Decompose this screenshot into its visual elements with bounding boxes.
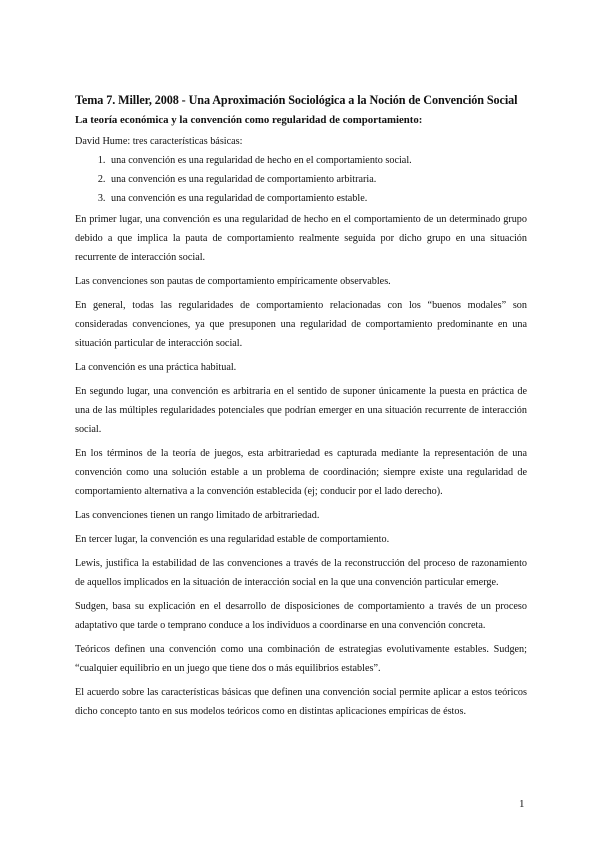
paragraph: El acuerdo sobre las características básicas que definen una convención social permite aplicar a estos teóricos dicho concepto tanto en sus modelos teóricos como en distintas aplicaciones empíricas de éstos. (75, 687, 527, 717)
paragraph: Las convenciones tienen un rango limitado de arbitrariedad. (75, 510, 320, 521)
paragraph: Las convenciones son pautas de comportamiento empíricamente observables. (75, 276, 391, 287)
section-heading: La teoría económica y la convención como regularidad de comportamiento: (75, 114, 423, 126)
list-item: 3. una convención es una regularidad de comportamiento estable. (108, 189, 527, 208)
intro-text: David Hume: tres características básicas: (75, 136, 243, 147)
characteristics-list (75, 151, 527, 208)
paragraph: Teóricos definen una convención como una combinación de estrategias evolutivamente estables. Sudgen; “cualquier equilibrio en un juego que tiene dos o más equilibrios estables”. (75, 644, 527, 674)
page-number: 1 (519, 798, 525, 810)
paragraph: En segundo lugar, una convención es arbitraria en el sentido de suponer únicamente la puesta en práctica de una de las múltiples regularidades potenciales que podrían emerger en una situación recurrente de interacción social. (75, 386, 527, 435)
document-title: Tema 7. Miller, 2008 - Una Aproximación Sociológica a la Noción de Convención Social (75, 93, 518, 107)
paragraph: En los términos de la teoría de juegos, esta arbitrariedad es capturada mediante la representación de una convención como una solución estable a un problema de coordinación; siempre existe una regularidad de comportamiento alternativa a la convención establecida (ej; conducir por el lado derecho). (75, 448, 527, 497)
paragraph: En tercer lugar, la convención es una regularidad estable de comportamiento. (75, 534, 390, 545)
document-body (75, 93, 527, 726)
paragraph: En primer lugar, una convención es una regularidad de hecho en el comportamiento de un determinado grupo debido a que implica la pauta de comportamiento realmente seguida por dicho grupo en una situación recurrente de interacción social. (75, 214, 527, 263)
list-item: 2. una convención es una regularidad de comportamiento arbitraria. (108, 170, 527, 189)
paragraph: Lewis, justifica la estabilidad de las convenciones a través de la reconstrucción del proceso de razonamiento de aquellos implicados en la situación de interacción social en la que una convención particular emerge. (75, 558, 527, 588)
paragraph: Sudgen, basa su explicación en el desarrollo de disposiciones de comportamiento a través de un proceso adaptativo que tarde o temprano conduce a los individuos a coordinarse en una convención concreta. (75, 601, 527, 631)
list-item: 1. una convención es una regularidad de hecho en el comportamiento social. (108, 151, 527, 170)
paragraph: En general, todas las regularidades de comportamiento relacionadas con los “buenos modales” son consideradas convenciones, ya que presuponen una regularidad de comportamiento predominante en una situación particular de interacción social. (75, 300, 527, 349)
paragraph: La convención es una práctica habitual. (75, 362, 237, 373)
